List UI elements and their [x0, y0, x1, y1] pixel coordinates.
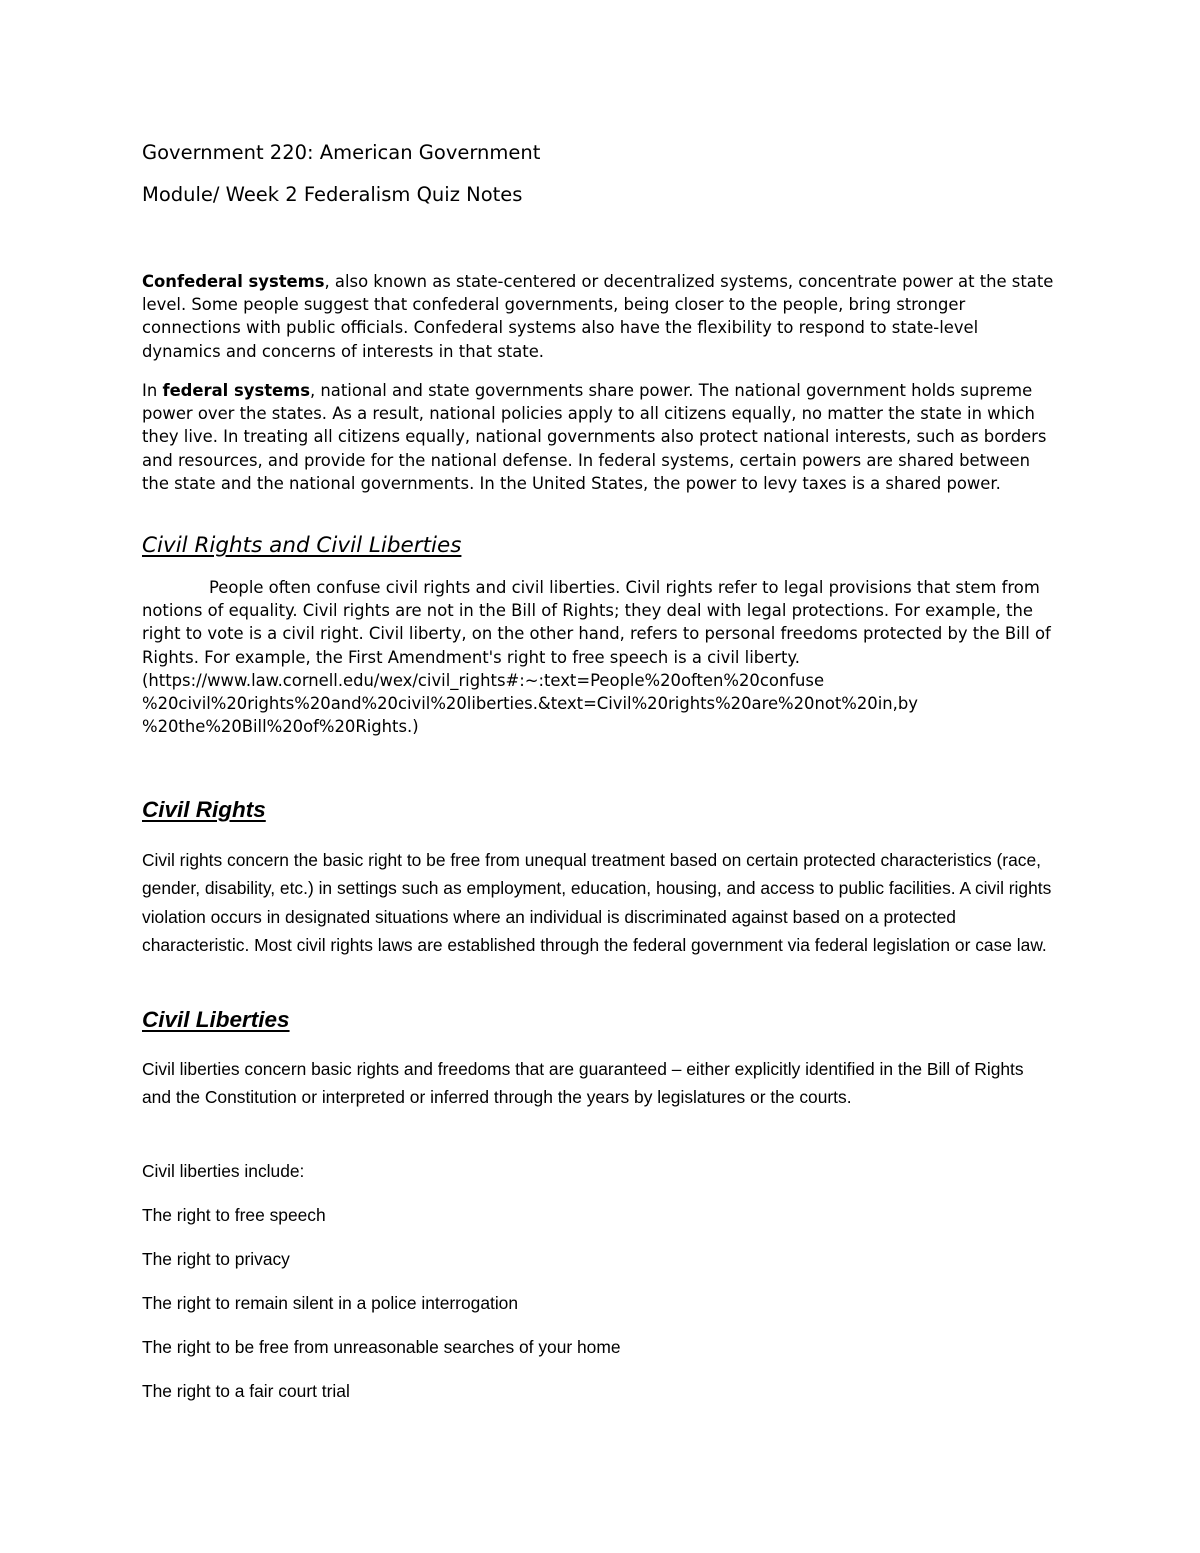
- list-item: The right to free speech: [142, 1205, 326, 1225]
- federal-systems-paragraph: [142, 379, 1057, 495]
- civil-liberties-heading: Civil Liberties: [142, 1007, 290, 1032]
- civil-rights-liberties-text: People often confuse civil rights and civil liberties. Civil rights refer to legal provisions that stem from notions of equality. Civil rights are not in the Bill of Rights; they deal with legal protections. For example, the right to vote is a civil right. Civil liberty, on the other hand, refers to personal freedoms protected by the Bill of Rights. For example, the First Amendment's right to free speech is a civil liberty.: [142, 578, 1051, 667]
- document-subtitle: Module/ Week 2 Federalism Quiz Notes: [142, 183, 523, 206]
- source-url-part-2: %20civil%20rights%20and%20civil%20liberties.&text=Civil%20rights%20are%20not%20in,by: [142, 694, 918, 714]
- list-item: The right to a fair court trial: [142, 1381, 350, 1401]
- source-url-part-1: (https://www.law.cornell.edu/wex/civil_rights#:~:text=People%20often%20confuse: [142, 670, 825, 690]
- confederal-systems-text: , also known as state-centered or decentralized systems, concentrate power at the state level. Some people suggest that confederal governments, being closer to the people, bring stronger connections with public officials. Confederal systems also have the flexibility to respond to state-level dynamics and concerns of interests in that state.: [142, 272, 1054, 361]
- list-item: The right to be free from unreasonable searches of your home: [142, 1337, 621, 1357]
- source-url-part-3: %20the%20Bill%20of%20Rights.): [142, 717, 419, 737]
- civil-rights-heading: Civil Rights: [142, 797, 266, 822]
- federal-systems-prefix: In: [142, 381, 163, 400]
- document-title: Government 220: American Government: [142, 141, 541, 164]
- list-item: The right to privacy: [142, 1249, 290, 1269]
- civil-rights-and-liberties-heading: Civil Rights and Civil Liberties: [142, 533, 462, 558]
- list-item: The right to remain silent in a police interrogation: [142, 1293, 519, 1313]
- federal-systems-term: federal systems: [162, 381, 310, 400]
- civil-liberties-paragraph: Civil liberties concern basic rights and freedoms that are guaranteed – either explicitly identified in the Bill of Rights and the Constitution or interpreted or inferred through the years by legislatures or the courts.: [142, 1059, 1024, 1108]
- confederal-systems-term: Confederal systems: [142, 272, 325, 291]
- federal-systems-text: , national and state governments share power. The national government holds supreme power over the states. As a result, national policies apply to all citizens equally, no matter the state in which they live. In treating all citizens equally, national governments also protect national interests, such as borders and resources, and provide for the national defense. In federal systems, certain powers are shared between the state and the national governments. In the United States, the power to levy taxes is a shared power.: [142, 381, 1047, 493]
- civil-liberties-include-label: Civil liberties include:: [142, 1161, 305, 1181]
- civil-rights-paragraph: Civil rights concern the basic right to be free from unequal treatment based on certain protected characteristics (race, gender, disability, etc.) in settings such as employment, education, housing, and access to public facilities. A civil rights violation occurs in designated situations where an individual is discriminated against based on a protected characteristic. Most civil rights laws are established through the federal government via federal legislation or case law.: [142, 850, 1052, 955]
- civil-rights-liberties-paragraph: [142, 576, 1057, 738]
- confederal-systems-paragraph: [142, 270, 1057, 363]
